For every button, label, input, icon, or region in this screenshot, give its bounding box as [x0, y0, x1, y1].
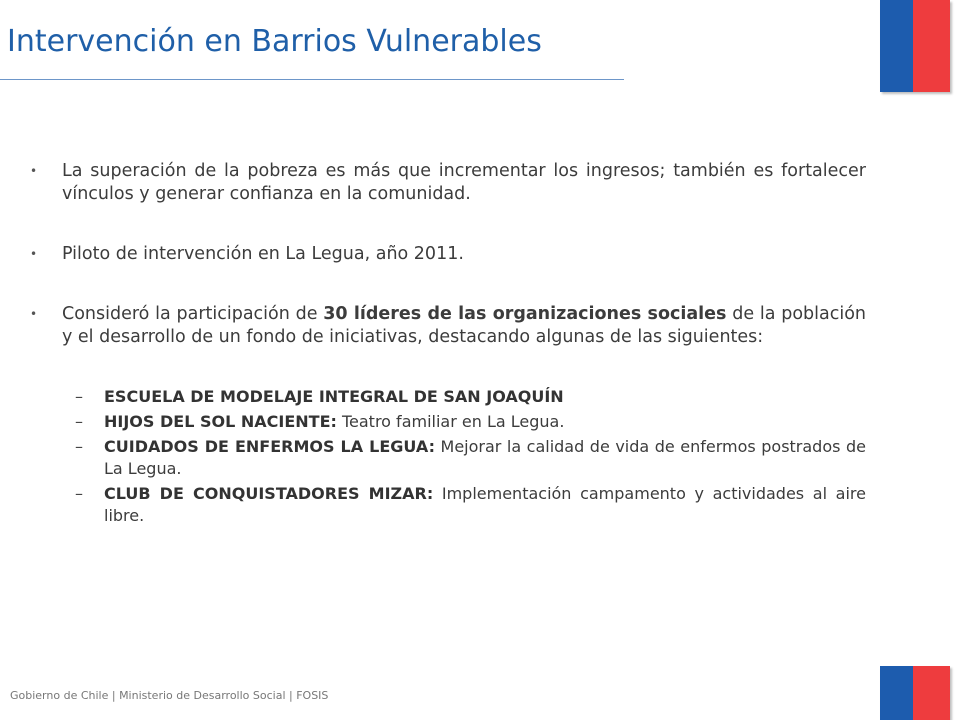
flag-blue-stripe: [880, 666, 913, 720]
bullet-marker: •: [30, 307, 38, 321]
bullet-text: Piloto de intervención en La Legua, año 2011.: [62, 244, 464, 264]
dash-marker: –: [75, 412, 83, 431]
dash-marker: –: [75, 484, 83, 503]
bullet-text-post: de la población y el desarrollo de un fondo de iniciativas, destacando algunas de las siguientes:: [62, 304, 866, 347]
sub-item-text: Mejorar la calidad de vida de enfermos postrados de La Legua.: [104, 437, 866, 478]
sub-item-title: CLUB DE CONQUISTADORES MIZAR:: [104, 484, 434, 503]
slide-content: [30, 160, 866, 527]
title-underline: [0, 79, 624, 80]
sub-item-text: Implementación campamento y actividades al aire libre.: [104, 484, 866, 525]
sub-item-title: ESCUELA DE MODELAJE INTEGRAL DE SAN JOAQUÍN: [104, 387, 564, 406]
flag-red-stripe: [913, 0, 950, 92]
bullet-item: [30, 303, 866, 349]
slide-title: Intervención en Barrios Vulnerables: [7, 24, 542, 59]
sub-item: [30, 411, 866, 433]
sub-item-title: CUIDADOS DE ENFERMOS LA LEGUA:: [104, 437, 435, 456]
chile-flag-logo-bottom: [880, 666, 950, 720]
dash-marker: –: [75, 437, 83, 456]
flag-blue-stripe: [880, 0, 913, 92]
sub-item: [30, 483, 866, 527]
sub-item: [30, 436, 866, 480]
bullet-text: La superación de la pobreza es más que incrementar los ingresos; también es fortalecer vínculos y generar confianza en la comunidad.: [62, 161, 866, 204]
dash-marker: –: [75, 387, 83, 406]
sub-item: [30, 386, 866, 408]
bullet-item: [30, 160, 866, 206]
sub-item-text: Teatro familiar en La Legua.: [336, 412, 565, 431]
bullet-marker: •: [30, 247, 38, 261]
sub-item-title: HIJOS DEL SOL NACIENTE:: [104, 412, 337, 431]
slide-footer: Gobierno de Chile | Ministerio de Desarrollo Social | FOSIS: [10, 689, 329, 702]
flag-red-stripe: [913, 666, 950, 720]
bullet-text-bold: 30 líderes de las organizaciones sociales: [323, 304, 727, 324]
bullet-text-pre: Consideró la participación de: [62, 304, 324, 324]
bullet-item: [30, 243, 866, 266]
bullet-marker: •: [30, 164, 38, 178]
chile-flag-logo-top: [880, 0, 950, 92]
